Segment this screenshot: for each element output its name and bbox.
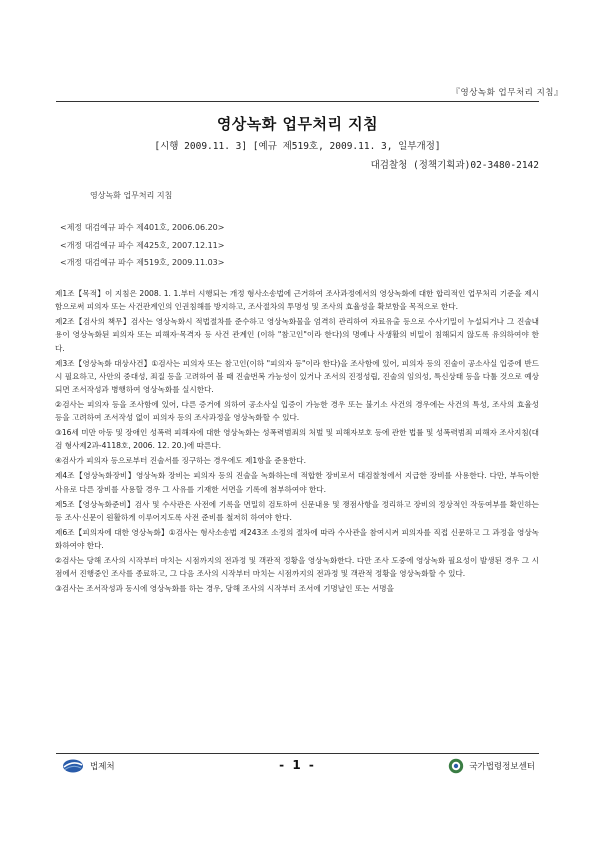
article-paragraph: ③검사는 조서작성과 동시에 영상녹화를 하는 경우, 당해 조사의 시작부터 조서에 기명날인 또는 서명을: [55, 584, 394, 594]
footer-divider: [56, 753, 539, 754]
article-paragraph: 제2조【검사의 책무】검사는 영상녹화시 적법절차를 준수하고 영상녹화물을 엄격히 관리하여 자료유출 등으로 수사기밀이 누설되거나 그 진술내용이 영상녹화된 피의자 또는 피해자·목격자 등 사건 관계인 (이하 "참고인"이라 한다)의 명예나 사생활의 비밀이 침해되지 않도록 유의하여야 한다.: [55, 317, 539, 353]
department-contact: 대검찰청 (정책기획과)02-3480-2142: [370, 160, 539, 171]
source-label: 국가법령정보센터: [469, 762, 535, 772]
article-paragraph: 제3조【영상녹화 대상사건】①검사는 피의자 또는 참고인(이하 "피의자 등"이라 한다)을 조사함에 있어, 피의자 등의 진술이 공소사실 입증에 반드시 필요하고, 사안의 중대성, 죄질 등을 고려하여 볼 때 진술번복 가능성이 있거나 조서의 진정성립, 진술의 임의성, 특신상태 등을 다툴 것으로 예상되면 조서작성과 병행하여 영상녹화를 실시한다.: [55, 358, 539, 395]
header-divider: [56, 101, 539, 102]
body-text: [55, 287, 539, 597]
history-item: <개정 대검예규 파수 제425호, 2007.12.11>: [60, 240, 225, 250]
document-subtitle: 영상녹화 업무처리 지침: [90, 191, 173, 200]
article-paragraph: 제1조【목적】이 지침은 2008. 1. 1.부터 시행되는 개정 형사소송법에 근거하여 조사과정에서의 영상녹화에 대한 합리적인 업무처리 기준을 제시함으로써 피의자 또는 사건관계인의 인권침해를 방지하고, 조사절차의 투명성 및 조사의 효율성을 확보함을 목적으로 한다.: [55, 289, 539, 312]
article-paragraph: ②검사는 당해 조사의 시작부터 마치는 시점까지의 전과정 및 객관적 정황을 영상녹화한다. 다만 조사 도중에 영상녹화 필요성이 발생된 경우 그 시점에서 진행중인 조사를 종료하고, 그 다음 조사의 시작부터 마치는 시점까지의 전과정 및 객관적 정황을 영상녹화할 수 있다.: [55, 556, 539, 579]
article-paragraph: ②검사는 피의자 등을 조사함에 있어, 다른 증거에 의하여 공소사실 입증이 가능한 경우 또는 불기소 사건의 경우에는 사건의 특성, 조사의 효율성 등을 고려하여 조서작성 없이 피의자 등의 조사과정을 영상녹화할 수 있다.: [55, 400, 539, 423]
article-paragraph: 제4조【영상녹화장비】영상녹화 장비는 피의자 등의 진술을 녹화하는데 적합한 장비로서 대검찰청에서 지급한 장비를 사용한다. 다만, 부득이한 사유로 다른 장비를 사용할 경우 그 사유를 기재한 서면을 기록에 첨부하여야 한다.: [55, 471, 539, 494]
article-paragraph: 제6조【피의자에 대한 영상녹화】①검사는 형사소송법 제243조 소정의 절차에 따라 수사관을 참여시켜 피의자를 직접 신문하고 그 과정을 영상녹화하여야 한다.: [55, 527, 539, 551]
footer-source: [448, 758, 535, 774]
article-paragraph: 제5조【영상녹화준비】검사 및 수사관은 사전에 기록을 면밀히 검토하여 신문내용 및 쟁점사항을 정리하고 장비의 정상적인 작동여부를 확인하는 등 조사·신문이 원활하게 이루어지도록 사전 준비를 철저히 하여야 한다.: [55, 499, 539, 522]
history-item: <제정 대검예규 파수 제401호, 2006.06.20>: [60, 223, 225, 232]
history-item: <개정 대검예규 파수 제519호, 2009.11.03>: [60, 258, 225, 267]
article-paragraph: ④검사가 피의자 등으로부터 진술서를 징구하는 경우에도 제1항을 준용한다.: [55, 456, 307, 466]
publisher-label: 법제처: [90, 762, 115, 772]
header-tag: 『영상녹화 업무처리 지침』: [451, 88, 563, 98]
article-paragraph: ③16세 미만 아동 및 장애인 성폭력 피해자에 대한 영상녹화는 성폭력범죄의 처벌 및 피해자보호 등에 관한 법률 및 성폭력범죄 피해자 조사지침(대검 형사제2과-4118호, 2006. 12. 20.)에 따른다.: [55, 428, 539, 451]
page-title: 영상녹화 업무처리 지침: [216, 115, 379, 133]
amendment-history: [60, 219, 224, 272]
page-number: - 1 -: [279, 758, 316, 772]
law-center-emblem-icon: [448, 758, 464, 774]
revision-info: [시행 2009.11. 3] [예규 제519호, 2009.11. 3, 일부개정]: [154, 141, 441, 152]
